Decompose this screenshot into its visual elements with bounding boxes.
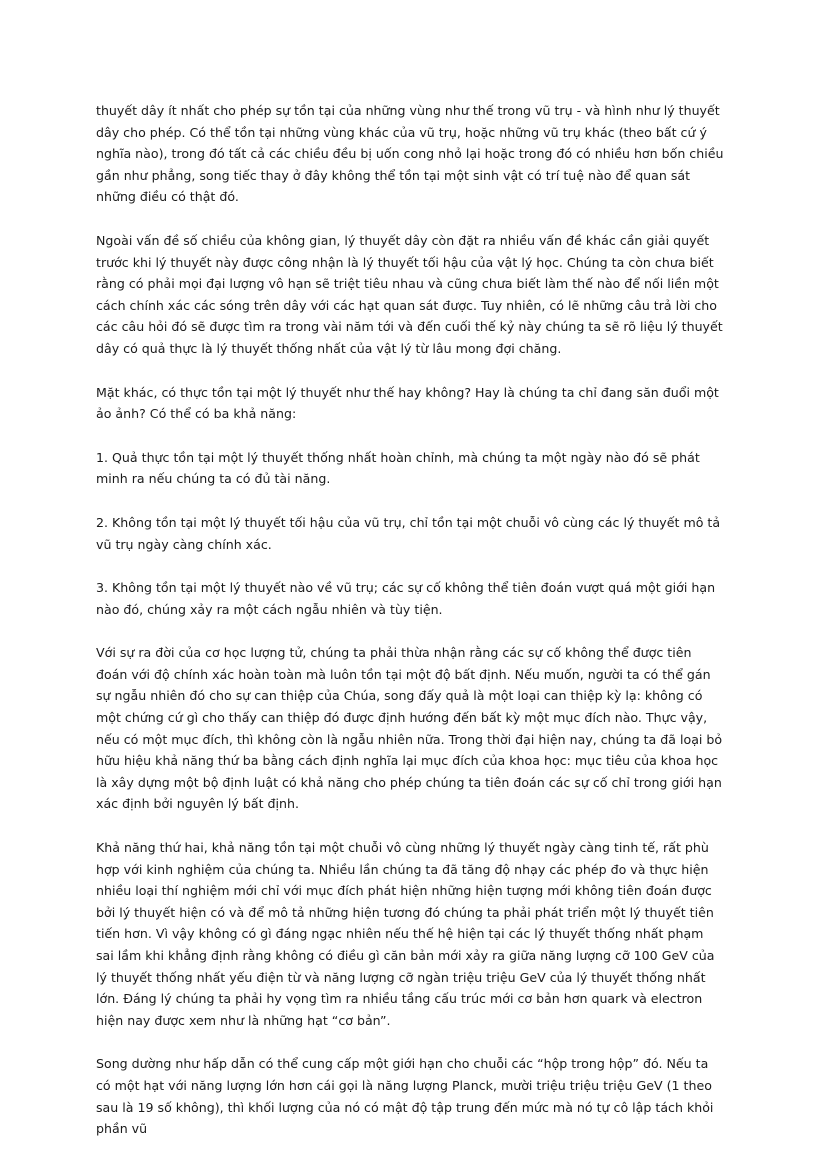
paragraph-7: Với sự ra đời của cơ học lượng tử, chúng ta phải thừa nhận rằng các sự cố không thể được tiên đoán với độ chính xác hoàn toàn mà luôn tồn tại một độ bất định. Nếu muốn, người ta có thể gán sự ngẫu nhiên đó cho sự can thiệp của Chúa, song đấy quả là một loại can thiệp kỳ lạ: không có một chứng cứ gì cho thấy can thiệp đó được định hướng đến bất kỳ một mục đích nào. Thực vậy, nếu có một mục đích, thì không còn là ngẫu nhiên nữa. Trong thời đại hiện nay, chúng ta đã loại bỏ hữu hiệu khả năng thứ ba bằng cách định nghĩa lại mục đích của khoa học: mục tiêu của khoa học là xây dựng một bộ định luật có khả năng cho phép chúng ta tiên đoán các sự cố chỉ trong giới hạn xác định bởi nguyên lý bất định. [96,645,723,812]
document-page [96,100,724,1162]
paragraph-4: 1. Quả thực tồn tại một lý thuyết thống nhất hoàn chỉnh, mà chúng ta một ngày nào đó sẽ phát minh ra nếu chúng ta có đủ tài năng. [96,449,700,487]
paragraph-5: 2. Không tồn tại một lý thuyết tối hậu của vũ trụ, chỉ tồn tại một chuỗi vô cùng các lý thuyết mô tả vũ trụ ngày càng chính xác. [96,514,721,552]
paragraph-6: 3. Không tồn tại một lý thuyết nào về vũ trụ; các sự cố không thể tiên đoán vượt quá một giới hạn nào đó, chúng xảy ra một cách ngẫu nhiên và tùy tiện. [96,580,716,617]
paragraph-1: thuyết dây ít nhất cho phép sự tồn tại của những vùng như thế trong vũ trụ - và hình như lý thuyết dây cho phép. Có thể tồn tại những vùng khác của vũ trụ, hoặc những vũ trụ khác (theo bất cứ ý nghĩa nào), trong đó tất cả các chiều đều bị uốn cong nhỏ lại hoặc trong đó có nhiều hơn bốn chiều gần như phẳng, song tiếc thay ở đây không thể tồn tại một sinh vật có trí tuệ nào để quan sát những điều có thật đó. [96,103,724,205]
paragraph-8: Khả năng thứ hai, khả năng tồn tại một chuỗi vô cùng những lý thuyết ngày càng tinh tế, rất phù hợp với kinh nghiệm của chúng ta. Nhiều lần chúng ta đã tăng độ nhạy các phép đo và thực hiện nhiều loại thí nghiệm mới chỉ với mục đích phát hiện những hiện tượng mới không tiên đoán được bởi lý thuyết hiện có và để mô tả những hiện tương đó chúng ta phải phát triển một lý thuyết tiên tiến hơn. Vì vậy không có gì đáng ngạc nhiên nếu thế hệ hiện tại các lý thuyết thống nhất phạm sai lầm khi khẳng định rằng không có điều gì căn bản mới xảy ra giữa năng lượng cỡ 100 GeV của lý thuyết thống nhất yếu điện từ và năng lượng cỡ ngàn triệu triệu GeV của lý thuyết thống nhất lớn. Đáng lý chúng ta phải hy vọng tìm ra nhiều tầng cấu trúc mới cơ bản hơn quark và electron hiện nay được xem như là những hạt “cơ bản”. [96,840,715,1028]
paragraph-9: Song dường như hấp dẫn có thể cung cấp một giới hạn cho chuỗi các “hộp trong hộp” đó. Nếu ta có một hạt với năng lượng lớn hơn cái gọi là năng lượng Planck, mười triệu triệu triệu GeV (1 theo sau là 19 số không), thì khối lượng của nó có mật độ tập trung đến mức mà nó tự cô lập tách khỏi phần vũ [96,1056,714,1137]
paragraph-3: Mặt khác, có thực tồn tại một lý thuyết như thế hay không? Hay là chúng ta chỉ đang săn đuổi một ảo ảnh? Có thể có ba khả năng: [96,384,719,422]
paragraph-2: Ngoài vấn đề số chiều của không gian, lý thuyết dây còn đặt ra nhiều vấn đề khác cần giải quyết trước khi lý thuyết này được công nhận là lý thuyết tối hậu của vật lý học. Chúng ta còn chưa biết rằng có phải mọi đại lượng vô hạn sẽ triệt tiêu nhau và cũng chưa biết làm thế nào để nối liền một cách chính xác các sóng trên dây với các hạt quan sát được. Tuy nhiên, có lẽ những câu trả lời cho các câu hỏi đó sẽ được tìm ra trong vài năm tới và đến cuối thế kỷ này chúng ta sẽ rõ liệu lý thuyết dây có quả thực là lý thuyết thống nhất của vật lý từ lâu mong đợi chăng. [96,232,723,356]
